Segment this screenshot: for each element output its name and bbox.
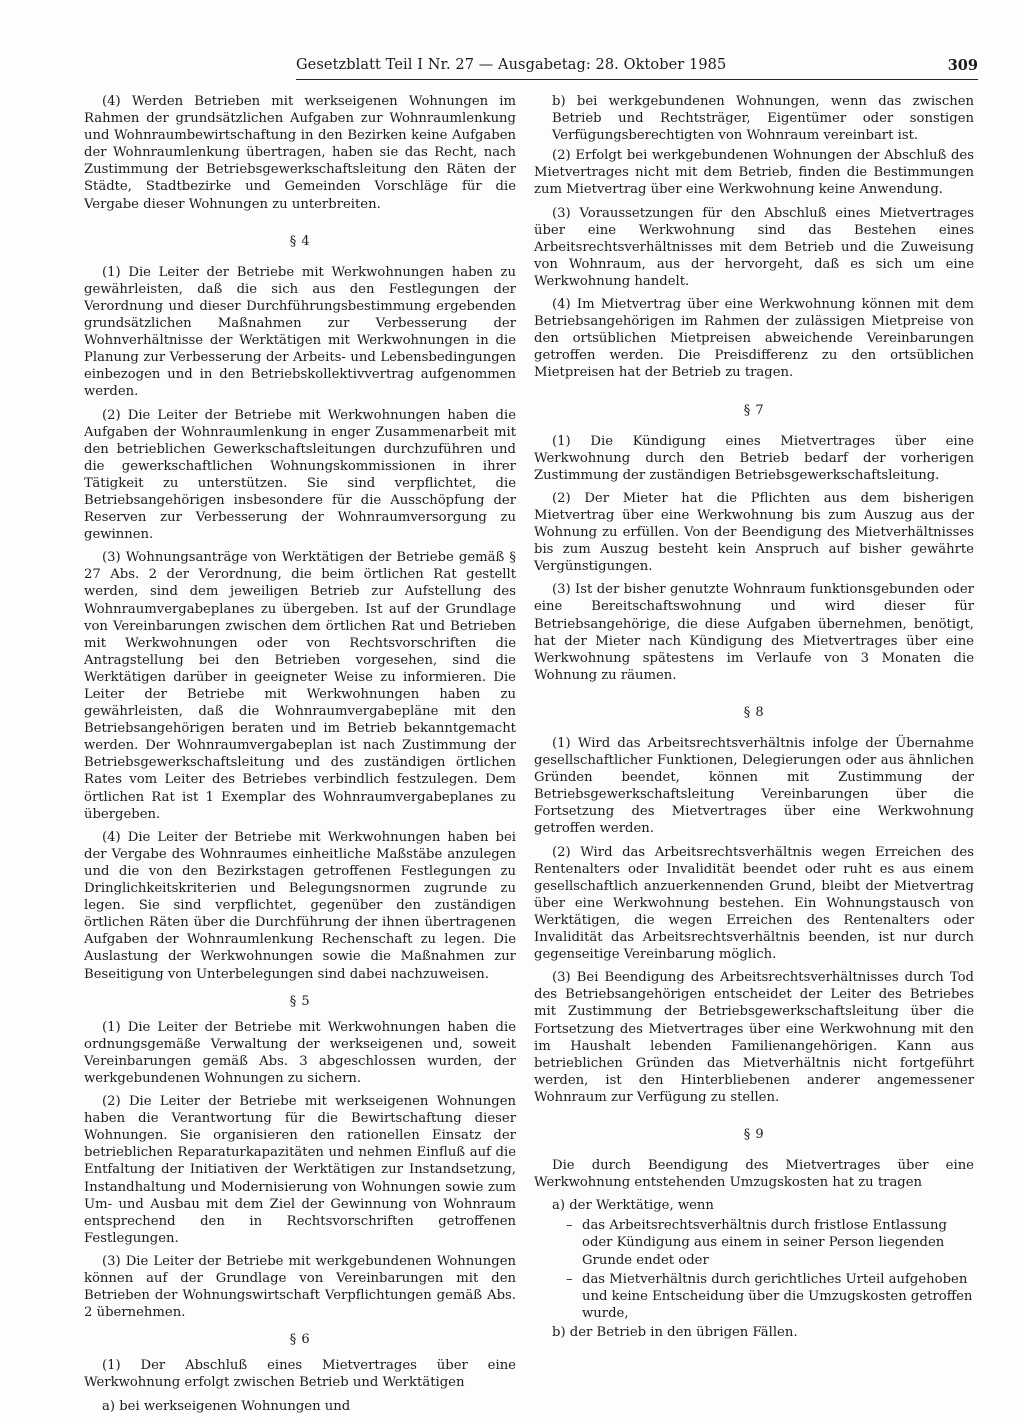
section-heading-8: § 8 xyxy=(743,704,765,720)
left-column xyxy=(84,93,516,1418)
section-heading-7: § 7 xyxy=(743,402,765,418)
paragraph: (3) Voraussetzungen für den Abschluß eines Mietvertrages über eine Werkwohnung sind das Bestehen eines Arbeitsrechtsverhältnisses mit dem Betrieb und die Zuweisung von Wohnraum, aus der hervorgeht, daß es sich um eine Werkwohnung handelt. xyxy=(534,205,974,289)
dash-item-text: das Mietverhältnis durch gerichtliches Urteil aufgehoben und keine Entscheidung über die Umzugskosten getroffen wurde, xyxy=(582,1271,973,1321)
section-heading-9: § 9 xyxy=(743,1126,765,1142)
paragraph: Die durch Beendigung des Mietvertrages über eine Werkwohnung entstehenden Umzugskosten hat zu tragen xyxy=(534,1158,974,1191)
dash-item-text: das Arbeitsrechtsverhältnis durch fristlose Entlassung oder Kündigung aus einem in seiner Person liegenden Grunde endet oder xyxy=(582,1218,947,1268)
paragraph: (1) Wird das Arbeitsrechtsverhältnis infolge der Übernahme gesellschaftlicher Funktionen, Delegierungen oder aus ähnlichen Gründen beendet, können mit Zustimmung der Betriebsgewerkschaftsleitung Vereinbarungen über die Fortsetzung des Mietvertrages über eine Werkwohnung getroffen werden. xyxy=(534,736,974,837)
paragraph: (2) Die Leiter der Betriebe mit werkseigenen Wohnungen haben die Verantwortung für die Bewirtschaftung dieser Wohnungen. Sie organisieren den rationellen Einsatz der betrieblichen Reparaturkapazitäten und nehmen Einfluß auf die Entfaltung der Initiativen der Werktätigen zur Instandsetzung, Instandhaltung und Modernisierung von Wohnungen sowie zum Um- und Ausbau mit dem Ziel der Gewinnung von Wohnraum entsprechend den in Rechtsvorschriften getroffenen Festlegungen. xyxy=(84,1094,516,1246)
dash-list-item xyxy=(534,1271,974,1322)
header-title: Gesetzblatt Teil I Nr. 27 — Ausgabetag: 28. Oktober 1985 xyxy=(296,57,727,73)
page-number: 309 xyxy=(947,57,978,74)
paragraph: (3) Die Leiter der Betriebe mit werkgebundenen Wohnungen können auf der Grundlage von Vereinbarungen mit den Betrieben der Wohnungswirtschaft Verpflichtungen gemäß Abs. 2 übernehmen. xyxy=(84,1253,516,1321)
dash-marker: – xyxy=(566,1271,573,1287)
paragraph: (1) Die Kündigung eines Mietvertrages über eine Werkwohnung durch den Betrieb bedarf der vorherigen Zustimmung der zuständigen Betriebsgewerkschaftsleitung. xyxy=(534,433,974,483)
list-item: a) bei werkseigenen Wohnungen und xyxy=(102,1398,351,1414)
paragraph: (1) Die Leiter der Betriebe mit Werkwohnungen haben zu gewährleisten, daß die sich aus den Festlegungen der Verordnung und dieser Durchführungsbestimmung ergebenden grundsätzlichen Maßnahmen zur Verbesserung der Wohnverhältnisse der Werktätigen mit Werkwohnungen in die Planung zur Verbesserung der Arbeits- und Lebensbedingungen einbezogen und in den Betriebskollektivvertrag aufgenommen werden. xyxy=(84,264,516,400)
paragraph: (2) Erfolgt bei werkgebundenen Wohnungen der Abschluß des Mietvertrages nicht mit dem Betrieb, finden die Bestimmungen zum Mietvertrag über eine Werkwohnung keine Anwendung. xyxy=(534,148,974,198)
dash-list-item xyxy=(534,1217,974,1268)
paragraph: (1) Der Abschluß eines Mietvertrages über eine Werkwohnung erfolgt zwischen Betrieb und Werktätigen xyxy=(84,1358,516,1391)
paragraph: (3) Ist der bisher genutzte Wohnraum funktionsgebunden oder eine Bereitschaftswohnung und wird dieser für Betriebsangehörige, die diese Aufgaben übernehmen, benötigt, hat der Mieter nach Kündigung des Mietvertrages über eine Werkwohnung spätestens im Verlaufe von 3 Monaten die Wohnung zu räumen. xyxy=(534,582,974,683)
paragraph: (3) Wohnungsanträge von Werktätigen der Betriebe gemäß § 27 Abs. 2 der Verordnung, die beim örtlichen Rat gestellt werden, sind dem jeweiligen Betrieb zur Aufstellung des Wohnraumvergabeplanes zu übergeben. Ist auf der Grundlage von Vereinbarungen zwischen dem örtlichen Rat und Betrieben mit Werkwohnungen oder von Rechtsvorschriften die Antragstellung bei den Betrieben vorgesehen, sind die Werktätigen darüber in geeigneter Weise zu informieren. Die Leiter der Betriebe mit Werkwohnungen haben zu gewährleisten, daß die Wohnraumvergabepläne mit den Betriebsangehörigen beraten und im Betrieb bekanntgemacht werden. Der Wohnraumvergabeplan ist nach Zustimmung der Betriebsgewerkschaftsleitung und des zuständigen örtlichen Rates vom Leiter des Betriebes verbindlich festzulegen. Dem örtlichen Rat ist 1 Exemplar des Wohnraumvergabeplanes zu übergeben. xyxy=(84,550,516,822)
paragraph: (2) Wird das Arbeitsrechtsverhältnis wegen Erreichen des Rentenalters oder Invalidität beendet oder ruht es aus einem gesellschaftlich anzuerkennenden Grund, bleibt der Mietvertrag über eine Werkwohnung bestehen. Ein Wohnungstausch von Werktätigen, die wegen Erreichen des Rentenalters oder Invalidität das Arbeitsrechtsverhältnis beenden, ist nur durch gegenseitige Vereinbarung möglich. xyxy=(534,844,974,963)
paragraph: (2) Die Leiter der Betriebe mit Werkwohnungen haben die Aufgaben der Wohnraumlenkung in enger Zusammenarbeit mit den betrieblichen Gewerkschaftsleitungen durchzuführen und die gewerkschaftlichen Wohnungskommissionen in ihrer Tätigkeit zu unterstützen. Sie sind verpflichtet, die Betriebsangehörigen insbesondere für die Ausschöpfung der Reserven zur Verbesserung der Wohnraumversorgung zu gewinnen. xyxy=(84,407,516,543)
paragraph: (2) Der Mieter hat die Pflichten aus dem bisherigen Mietvertrag über eine Werkwohnung bis zum Auszug aus der Wohnung zu erfüllen. Von der Beendigung des Mietverhältnisses bis zum Auszug besteht kein Anspruch auf bisher gewährte Vergünstigungen. xyxy=(534,490,974,575)
list-item: b) bei werkgebundenen Wohnungen, wenn das zwischen Betrieb und Rechtsträger, Eigentümer oder sonstigen Verfügungsberechtigten von Wohnraum vereinbart ist. xyxy=(552,94,974,144)
dash-marker: – xyxy=(566,1218,573,1234)
paragraph: (4) Werden Betrieben mit werkseigenen Wohnungen im Rahmen der grundsätzlichen Aufgaben zur Wohnraumlenkung und Wohnraumbewirtschaftung in den Bezirken keine Aufgaben der Wohnraumlenkung übertragen, haben sie das Recht, nach Zustimmung der Betriebsgewerkschaftsleitung den Räten der Städte, Stadtbezirke und Gemeinden Vorschläge für die Vergabe dieser Wohnungen zu unterbreiten. xyxy=(84,94,516,212)
section-heading-6: § 6 xyxy=(289,1332,311,1348)
paragraph: (4) Im Mietvertrag über eine Werkwohnung können mit dem Betriebsangehörigen im Rahmen der zulässigen Mietpreise von den ortsüblichen Mietpreisen abweichende Vereinbarungen getroffen werden. Die Preisdifferenz zu den ortsüblichen Mietpreisen hat der Betrieb zu tragen. xyxy=(534,297,974,381)
section-heading-5: § 5 xyxy=(289,993,311,1009)
paragraph: (4) Die Leiter der Betriebe mit Werkwohnungen haben bei der Vergabe des Wohnraumes einheitliche Maßstäbe anzulegen und die von den Bezirkstagen getroffenen Festlegungen zu Dringlichkeitskriterien und Belegungsnormen zugrunde zu legen. Sie sind verpflichtet, gegenüber den zuständigen örtlichen Räten über die Durchführung der ihnen übertragenen Aufgaben der Wohnraumlenkung Rechenschaft zu legen. Die Auslastung der Werkwohnungen sowie die Maßnahmen zur Beseitigung von Unterbelegungen sind dabei nachzuweisen. xyxy=(84,829,516,982)
right-column xyxy=(534,93,974,1344)
list-item: a) der Werktätige, wenn xyxy=(552,1198,714,1214)
paragraph: (3) Bei Beendigung des Arbeitsrechtsverhältnisses durch Tod des Betriebsangehörigen entscheidet der Leiter des Betriebes mit Zustimmung der Betriebsgewerkschaftsleitung über die Fortsetzung des Mietvertrages über eine Werkwohnung mit den im Haushalt lebenden Familienangehörigen. Kann aus betrieblichen Gründen das Mietverhältnis nicht fortgeführt werden, ist den Hinterbliebenen anderer angemessener Wohnraum zur Verfügung zu stellen. xyxy=(534,970,974,1105)
page-header xyxy=(296,57,978,80)
section-heading-4: § 4 xyxy=(289,233,311,249)
paragraph: (1) Die Leiter der Betriebe mit Werkwohnungen haben die ordnungsgemäße Verwaltung der werkseigenen und, soweit Vereinbarungen gemäß Abs. 3 abgeschlossen wurden, der werkgebundenen Wohnungen zu sichern. xyxy=(84,1019,516,1086)
list-item: b) der Betrieb in den übrigen Fällen. xyxy=(552,1324,798,1340)
